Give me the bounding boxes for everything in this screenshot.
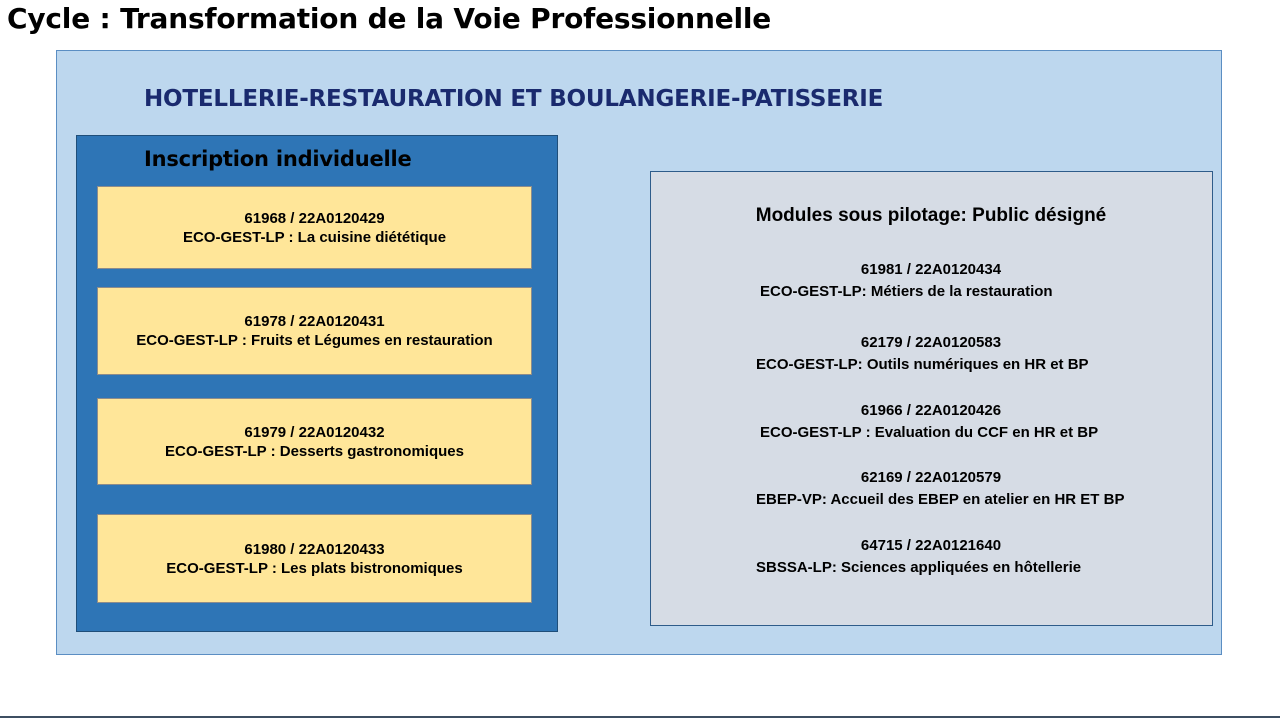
module-title: ECO-GEST-LP: Outils numériques en HR et BP xyxy=(756,356,1089,373)
piloted-modules-title: Modules sous pilotage: Public désigné xyxy=(755,205,1107,226)
piloted-module-metiers xyxy=(650,259,1212,303)
module-id: 61978 / 22A0120431 xyxy=(244,313,385,330)
module-id: 62179 / 22A0120583 xyxy=(860,334,1002,351)
section-title: HOTELLERIE-RESTAURATION ET BOULANGERIE-PATISSERIE xyxy=(144,86,884,112)
module-id: 61966 / 22A0120426 xyxy=(860,402,1002,419)
module-card-fruits-legumes xyxy=(97,287,532,375)
module-title: ECO-GEST-LP : Les plats bistronomiques xyxy=(166,559,463,577)
module-id: 61979 / 22A0120432 xyxy=(244,423,385,441)
module-card-cuisine-dietetique xyxy=(97,186,532,269)
module-id: 61968 / 22A0120429 xyxy=(244,209,385,227)
piloted-module-accueil-ebep xyxy=(650,467,1212,511)
piloted-module-evaluation-ccf xyxy=(650,400,1212,444)
module-title: EBEP-VP: Accueil des EBEP en atelier en HR ET BP xyxy=(756,491,1125,508)
module-title: ECO-GEST-LP: Métiers de la restauration xyxy=(760,283,1053,300)
module-title: ECO-GEST-LP : Evaluation du CCF en HR et BP xyxy=(760,424,1099,441)
bottom-divider xyxy=(0,716,1280,718)
module-title: ECO-GEST-LP : Fruits et Légumes en restauration xyxy=(136,332,493,349)
module-id: 61981 / 22A0120434 xyxy=(860,261,1002,278)
module-id: 61980 / 22A0120433 xyxy=(244,540,385,558)
module-title: SBSSA-LP: Sciences appliquées en hôtellerie xyxy=(756,559,1082,576)
individual-registration-title: Inscription individuelle xyxy=(144,147,412,171)
piloted-module-sciences-appliquees xyxy=(650,535,1212,579)
piloted-module-outils-numeriques xyxy=(650,332,1212,376)
module-title: ECO-GEST-LP : La cuisine diététique xyxy=(182,228,447,246)
module-title: ECO-GEST-LP : Desserts gastronomiques xyxy=(165,442,464,460)
module-id: 64715 / 22A0121640 xyxy=(860,537,1002,554)
module-card-plats-bistronomiques xyxy=(97,514,532,603)
module-id: 62169 / 22A0120579 xyxy=(860,469,1002,486)
page-title: Cycle : Transformation de la Voie Professionnelle xyxy=(7,2,772,35)
module-card-desserts xyxy=(97,398,532,485)
